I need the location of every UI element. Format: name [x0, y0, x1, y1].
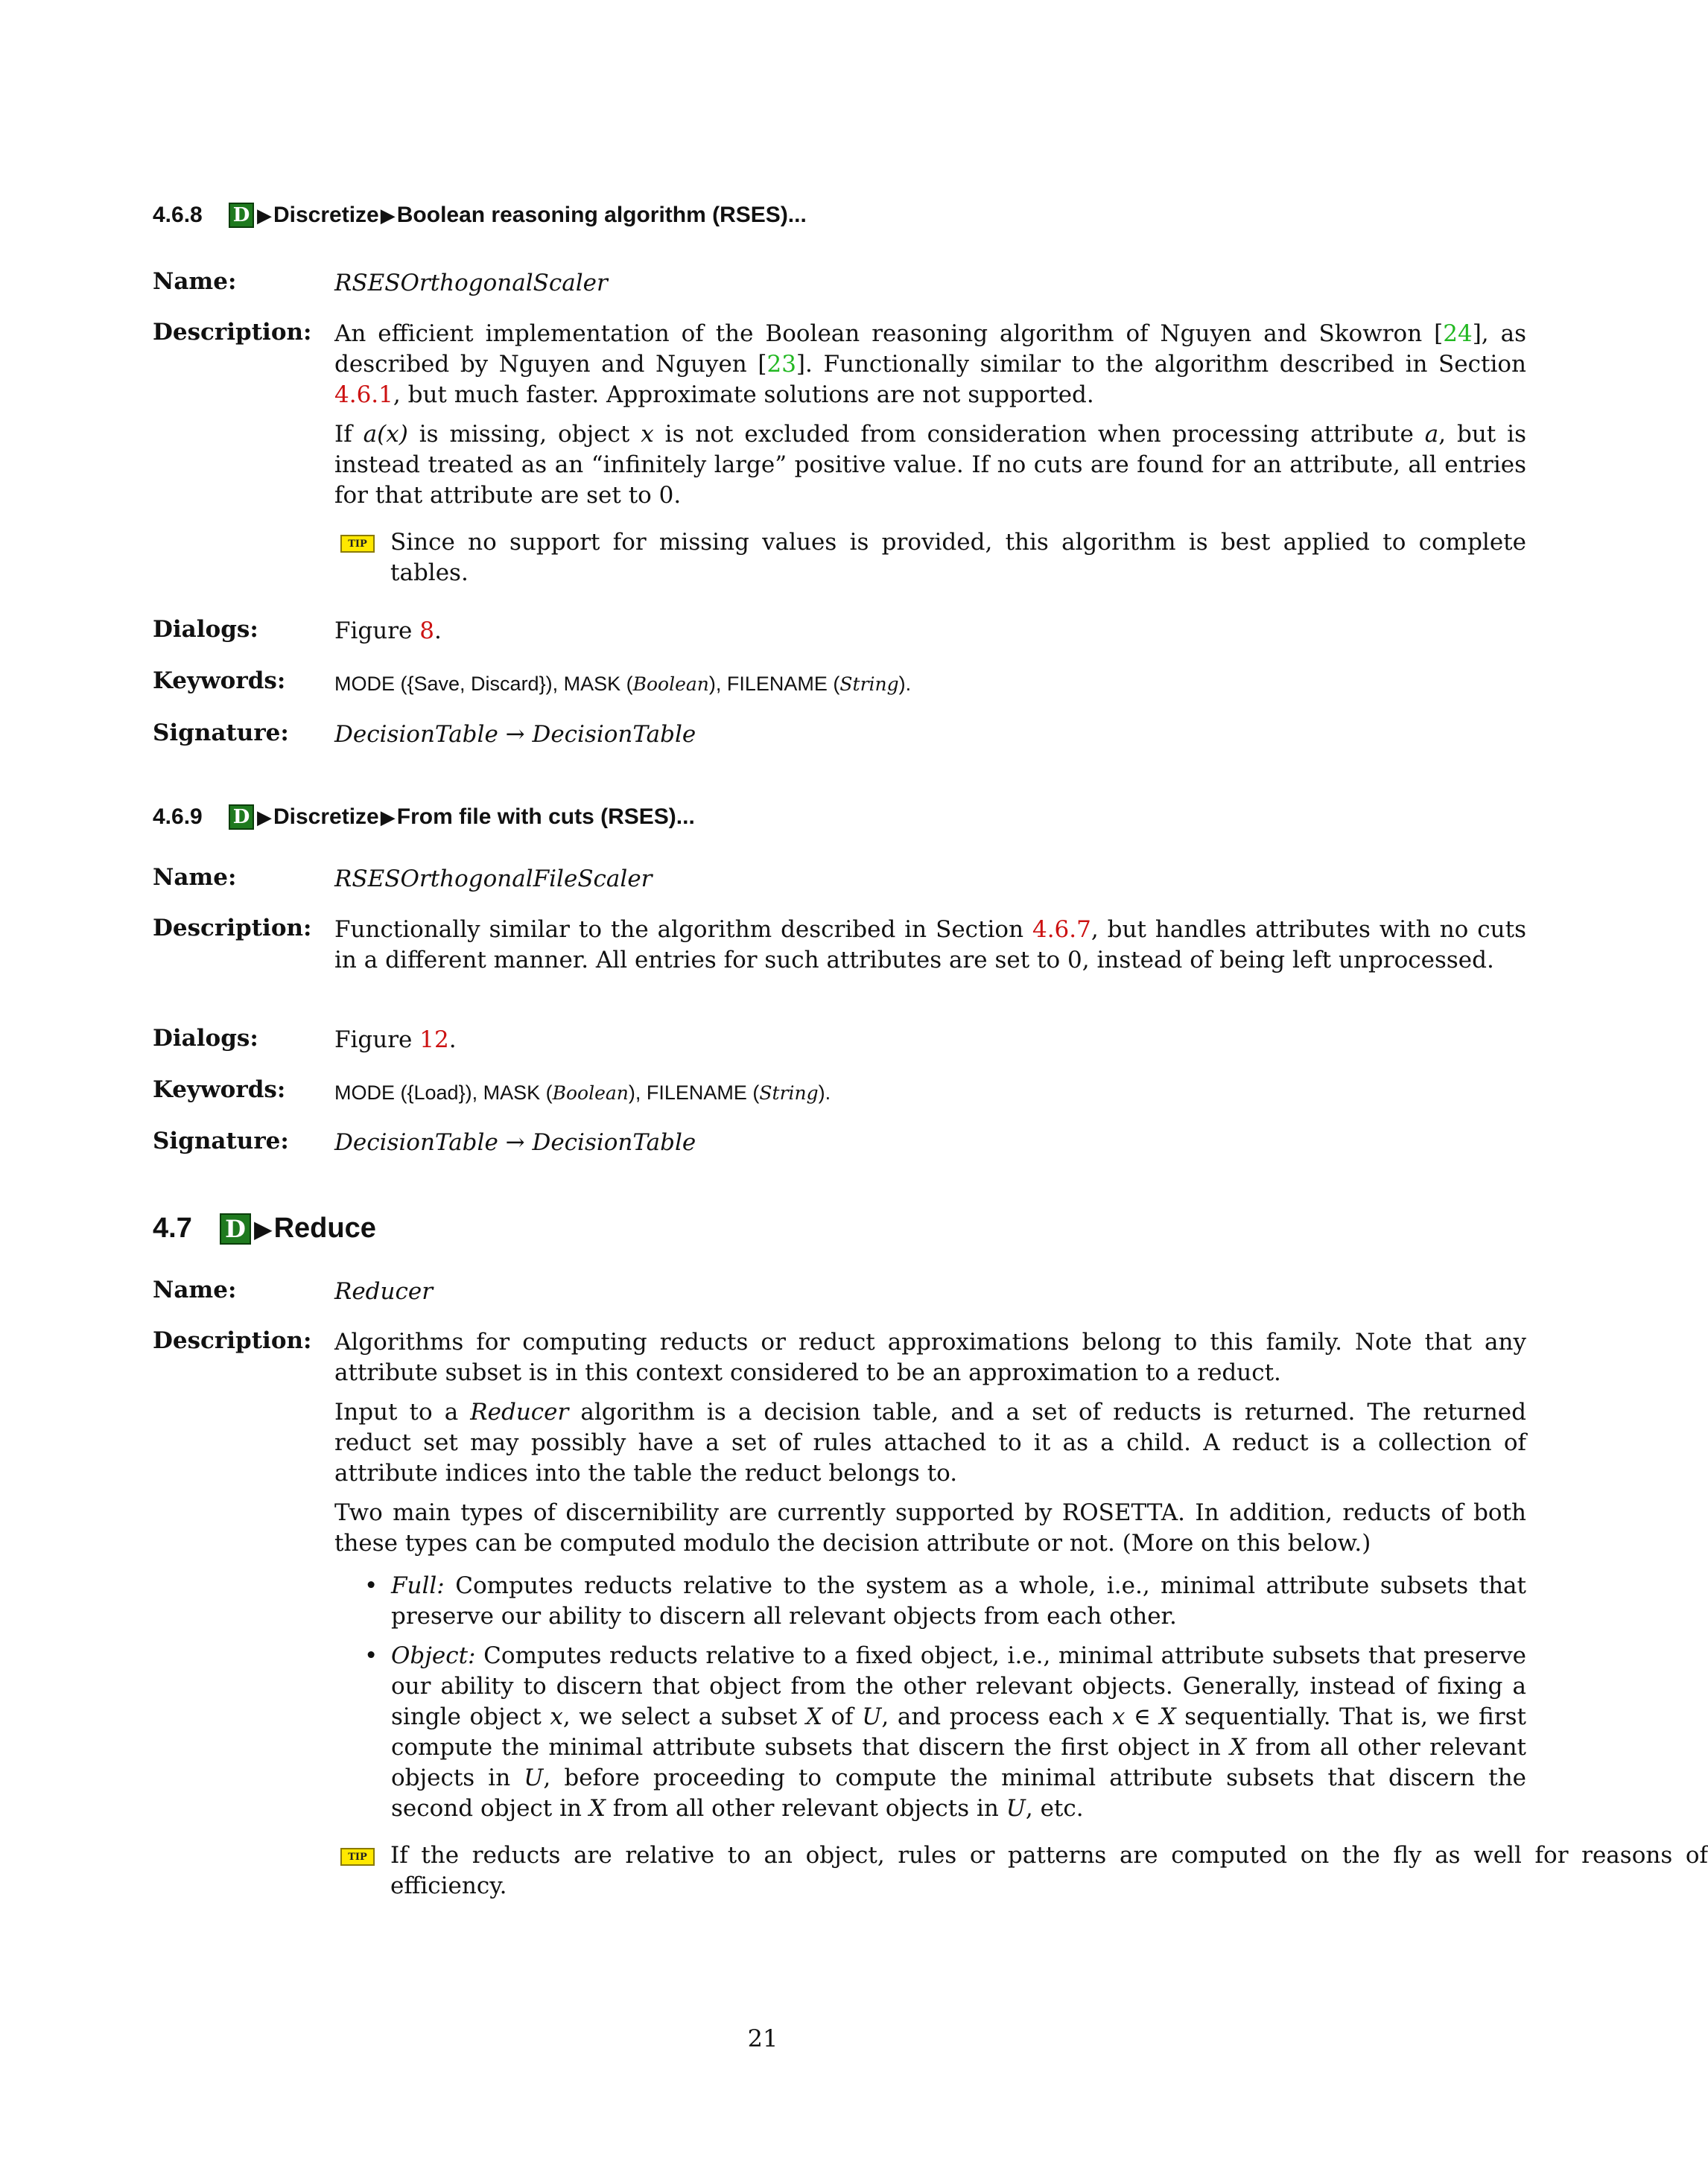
discretize-d-icon: D: [229, 804, 254, 830]
menu-path-discretize: Discretize: [273, 203, 379, 227]
keywords-value: MODE ({Load}), MASK (Boolean), FILENAME (String).: [334, 1081, 831, 1104]
figure-ref-link[interactable]: 12: [419, 1026, 449, 1053]
reduce-d-icon: D: [220, 1213, 251, 1245]
signature-value: DecisionTable → DecisionTable: [334, 1129, 696, 1156]
document-page: 4.6.8 D ▶ Discretize ▶ Boolean reasoning algorithm (RSES)... Name: RSESOrthogonalScaler Description: An efficient implementation of the Boolean reasoning algorithm of Nguyen and Skowron [24], as described by Nguyen and Nguyen [23]. Functionally similar to the algorithm described in Section 4.6.1, but much faster. Approximate solutions are not supported. If a(x) is missing, object x is not excluded from consideration when processing attribute a, but is instead treated as an “infinitely large” positive value. If no cuts are found for an attribute, all entries for that attribute are set to 0. TIP Since no support for missing values is provided, this algorithm is best applied to complete tables. Dialogs: Figure 8. Keywords: MODE ({Save, Discard}), MASK (Boolean), FILENAME (String). Signature: DecisionTable → DecisionTable 4.6.9 D ▶ Discretize ▶ From file with cuts (RSES)... Name: RSESOrthogonalFileScaler Description: Functionally similar to the algorithm described in Section 4.6.7, but handles attributes with no cuts in a different manner. All entries for such attributes are set to 0, instead of being left unprocessed. Dialogs: Figure 12. Keywords: MODE ({Load}), MASK (Boolean), FILENAME (String). Signature: DecisionTable → DecisionTable 4.7 D ▶ Reduce Name: Reducer Description: Algorithms for computing reducts or reduct approximations belong to this family. Note that any attribute subset is in this context considered to be an approximation to a reduct. Input to a Reducer algorithm is a decision table, and a set of reducts is returned. The returned reduct set may possibly have a set of rules attached to it as a child. A reduct is a collection of attribute indices into the table the reduct belongs to. Two main types of discernibility are currently supported by ROSETTA. In addition, reducts of both these types can be computed modulo the decision attribute or not. (More on this below.) • Full: Computes reducts relative to the system as a whole, i.e., minimal attribute subsets that preserve our ability to discern all relevant objects from each other. • Object: Computes reducts relative to a fixed object, i.e., minimal attribute subsets that preserve our ability to discern that object from the other relevant objects. Generally, instead of fixing a single object x, we select a subset X of U, and process each x ∈ X sequentially. That is, we first compute the minimal attribute subsets that discern the first object in X from all other relevant objects in U, before proceeding to compute the minimal attribute subsets that discern the second object in X from all other relevant objects in U, etc. TIP If the reducts are relative to an object, rules or patterns are computed on the fly as well for reasons of efficiency. 21: [0, 0, 1526, 2157]
menu-arrow-icon: ▶: [380, 203, 396, 226]
list-item: • Full: Computes reducts relative to the system as a whole, i.e., minimal attribute subsets that preserve our ability to discern all relevant objects from each other.: [391, 1571, 1526, 1632]
description-paragraph: If a(x) is missing, object x is not excluded from consideration when processing attribute a, but is instead treated as an “infinitely large” positive value. If no cuts are found for an attribute, all entries for that attribute are set to 0.: [334, 421, 1526, 509]
menu-arrow-icon: ▶: [257, 203, 272, 226]
section-number: 4.6.8: [153, 203, 203, 227]
page-number: 21: [747, 2024, 778, 2053]
list-item: • Object: Computes reducts relative to a fixed object, i.e., minimal attribute subsets that preserve our ability to discern that object from the other relevant objects. Generally, instead of fixing a single object x, we select a subset X of U, and process each x ∈ X sequentially. That is, we first compute the minimal attribute subsets that discern the first object in X from all other relevant objects in U, before proceeding to compute the minimal attribute subsets that discern the second object in X from all other relevant objects in U, etc.: [391, 1641, 1526, 1824]
description-body: [334, 319, 1526, 588]
description-paragraph: Algorithms for computing reducts or reduct approximations belong to this family. Note that any attribute subset is in this context considered to be an approximation to a reduct.: [334, 1329, 1526, 1386]
menu-arrow-icon: ▶: [380, 805, 396, 828]
description-label: Description:: [153, 915, 312, 941]
name-label: Name:: [153, 268, 237, 295]
description-body: [334, 1327, 1708, 1902]
menu-arrow-icon: ▶: [257, 805, 272, 828]
name-label: Name:: [153, 1277, 237, 1303]
signature-label: Signature:: [153, 719, 289, 746]
signature-value: DecisionTable → DecisionTable: [334, 721, 696, 748]
keywords-value: MODE ({Save, Discard}), MASK (Boolean), FILENAME (String).: [334, 673, 912, 695]
discretize-d-icon: D: [229, 203, 254, 228]
name-label: Name:: [153, 864, 237, 891]
tip-text: If the reducts are relative to an object, rules or patterns are computed on the fly as well for reasons of efficiency.: [390, 1842, 1708, 1899]
dialogs-label: Dialogs:: [153, 1025, 258, 1052]
section-ref-link[interactable]: 4.6.7: [1032, 916, 1091, 943]
tip-note: [334, 1840, 1708, 1902]
menu-arrow-icon: ▶: [254, 1215, 273, 1242]
algorithm-name: Reducer: [334, 1278, 434, 1305]
menu-path-item: From file with cuts (RSES)...: [396, 804, 695, 829]
keywords-label: Keywords:: [153, 1076, 286, 1103]
tip-note: [334, 527, 1526, 588]
discernibility-list: [334, 1571, 1526, 1824]
dialogs-label: Dialogs:: [153, 616, 258, 643]
figure-ref-link[interactable]: 8: [419, 617, 434, 644]
description-body: [334, 915, 1526, 985]
section-number: 4.7: [153, 1213, 192, 1244]
citation-link[interactable]: 23: [766, 351, 796, 378]
menu-path-item: Boolean reasoning algorithm (RSES)...: [396, 203, 807, 227]
description-label: Description:: [153, 319, 312, 346]
keywords-label: Keywords:: [153, 667, 286, 694]
section-heading-4-6-9: [153, 804, 695, 830]
tip-icon: TIP: [340, 1848, 375, 1866]
citation-link[interactable]: 24: [1443, 320, 1473, 347]
tip-icon: TIP: [340, 535, 375, 553]
tip-text: Since no support for missing values is provided, this algorithm is best applied to complete tables.: [390, 529, 1526, 586]
section-heading-4-7: [153, 1213, 376, 1245]
signature-label: Signature:: [153, 1128, 289, 1154]
section-ref-link[interactable]: 4.6.1: [334, 381, 393, 408]
description-paragraph: An efficient implementation of the Boolean reasoning algorithm of Nguyen and Skowron [24], as described by Nguyen and Nguyen [23]. Functionally similar to the algorithm described in Section 4.6.1, but much faster. Approximate solutions are not supported.: [334, 320, 1526, 408]
menu-path-discretize: Discretize: [273, 804, 379, 829]
description-label: Description:: [153, 1327, 312, 1354]
algorithm-name: RSESOrthogonalScaler: [334, 270, 608, 296]
section-number: 4.6.9: [153, 804, 203, 829]
algorithm-name: RSESOrthogonalFileScaler: [334, 865, 653, 892]
menu-path-reduce: Reduce: [273, 1213, 376, 1244]
section-heading-4-6-8: [153, 203, 807, 228]
description-paragraph: Functionally similar to the algorithm described in Section 4.6.7, but handles attributes with no cuts in a different manner. All entries for such attributes are set to 0, instead of being left unprocessed.: [334, 916, 1526, 973]
description-paragraph: Input to a Reducer algorithm is a decision table, and a set of reducts is returned. The returned reduct set may possibly have a set of rules attached to it as a child. A reduct is a collection of attribute indices into the table the reduct belongs to.: [334, 1399, 1526, 1487]
description-paragraph: Two main types of discernibility are currently supported by ROSETTA. In addition, reducts of both these types can be computed modulo the decision attribute or not. (More on this below.): [334, 1499, 1526, 1557]
